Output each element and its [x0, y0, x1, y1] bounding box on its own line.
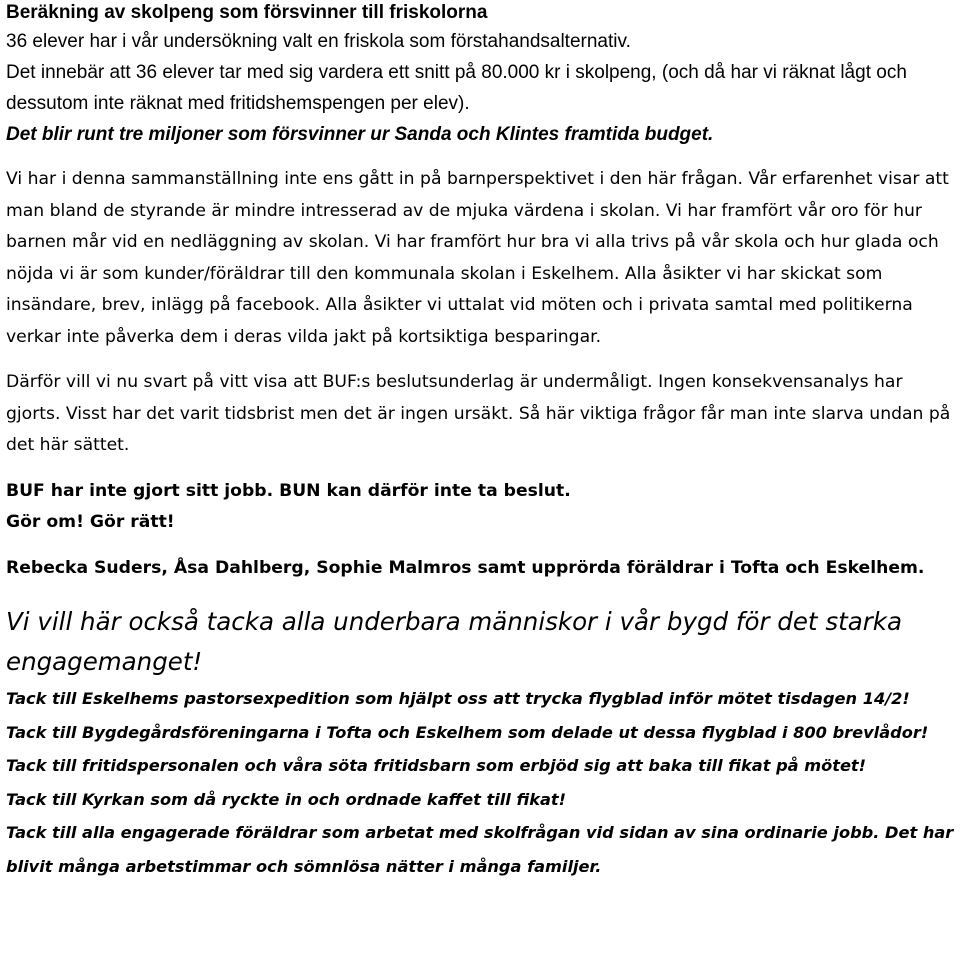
paragraph-child-perspective: Vi har i denna sammanställning inte ens gått in på barnperspektivet i den här frågan. Vår erfarenhet visar att man bland de styrande är mindre intresserad av de mjuka värdena i skolan. Vi har framfört vår oro för hur barnen mår vid en nedläggning av skolan. Vi har framfört hur bra vi alla trivs på vår skola och hur glada och nöjda vi är som kunder/föräldrar till den kommunala skolan i Eskelhem. Alla åsikter vi har skickat som insändare, brev, inlägg på facebook. Alla åsikter vi uttalat vid möten och i privata samtal med politikerna verkar inte påverka dem i deras vilda jakt på kortsiktiga besparingar.	[6, 169, 949, 347]
conclusion-line-1: BUF har inte gjort sitt jobb. BUN kan därför inte ta beslut.	[6, 480, 571, 501]
section-heading: Beräkning av skolpeng som försvinner till friskolorna	[6, 2, 488, 23]
signature: Rebecka Suders, Åsa Dahlberg, Sophie Malmros samt upprörda föräldrar i Tofta och Eskelhem.	[6, 557, 925, 578]
calculation-block	[6, 26, 956, 150]
thanks-item: Tack till Kyrkan som då ryckte in och ordnade kaffet till fikat!	[6, 789, 567, 809]
paragraph-answer: Därför vill vi nu svart på vitt visa att BUF:s beslutsunderlag är undermåligt. Ingen konsekvensanalys har gjorts. Visst har det varit tidsbrist men det är ingen ursäkt. Så här viktiga frågor får man inte slarva undan på det här sättet.	[6, 372, 951, 455]
calculation-line-1: 36 elever har i vår undersökning valt en friskola som förstahandsalternativ.	[6, 31, 631, 52]
thanks-item: Tack till Bygdegårdsföreningarna i Tofta och Eskelhem som delade ut dessa flygblad i 800 brevlådor!	[6, 722, 929, 742]
thanks-heading: Vi vill här också tacka alla underbara människor i vår bygd för det starka engagemanget!	[6, 607, 902, 676]
conclusion-block	[6, 476, 956, 539]
calculation-line-2: Det innebär att 36 elever tar med sig vardera ett snitt på 80.000 kr i skolpeng, (och då har vi räknat lågt och dessutom inte räknat med fritidshemspengen per elev).	[6, 62, 907, 114]
thanks-item: Tack till fritidspersonalen och våra söta fritidsbarn som erbjöd sig att baka till fikat på mötet!	[6, 756, 867, 775]
conclusion-line-2: Gör om! Gör rätt!	[6, 512, 175, 532]
thanks-list	[6, 682, 956, 883]
thanks-item: Tack till Eskelhems pastorsexpedition som hjälpt oss att trycka flygblad inför mötet tisdagen 14/2!	[6, 689, 910, 708]
document-page	[6, 0, 956, 883]
calculation-emphasis: Det blir runt tre miljoner som försvinner ur Sanda och Klintes framtida budget.	[6, 124, 714, 145]
thanks-item: Tack till alla engagerade föräldrar som arbetat med skolfrågan vid sidan av sina ordinarie jobb. Det har blivit många arbetstimmar och sömnlösa nätter i många familjer.	[6, 823, 954, 876]
